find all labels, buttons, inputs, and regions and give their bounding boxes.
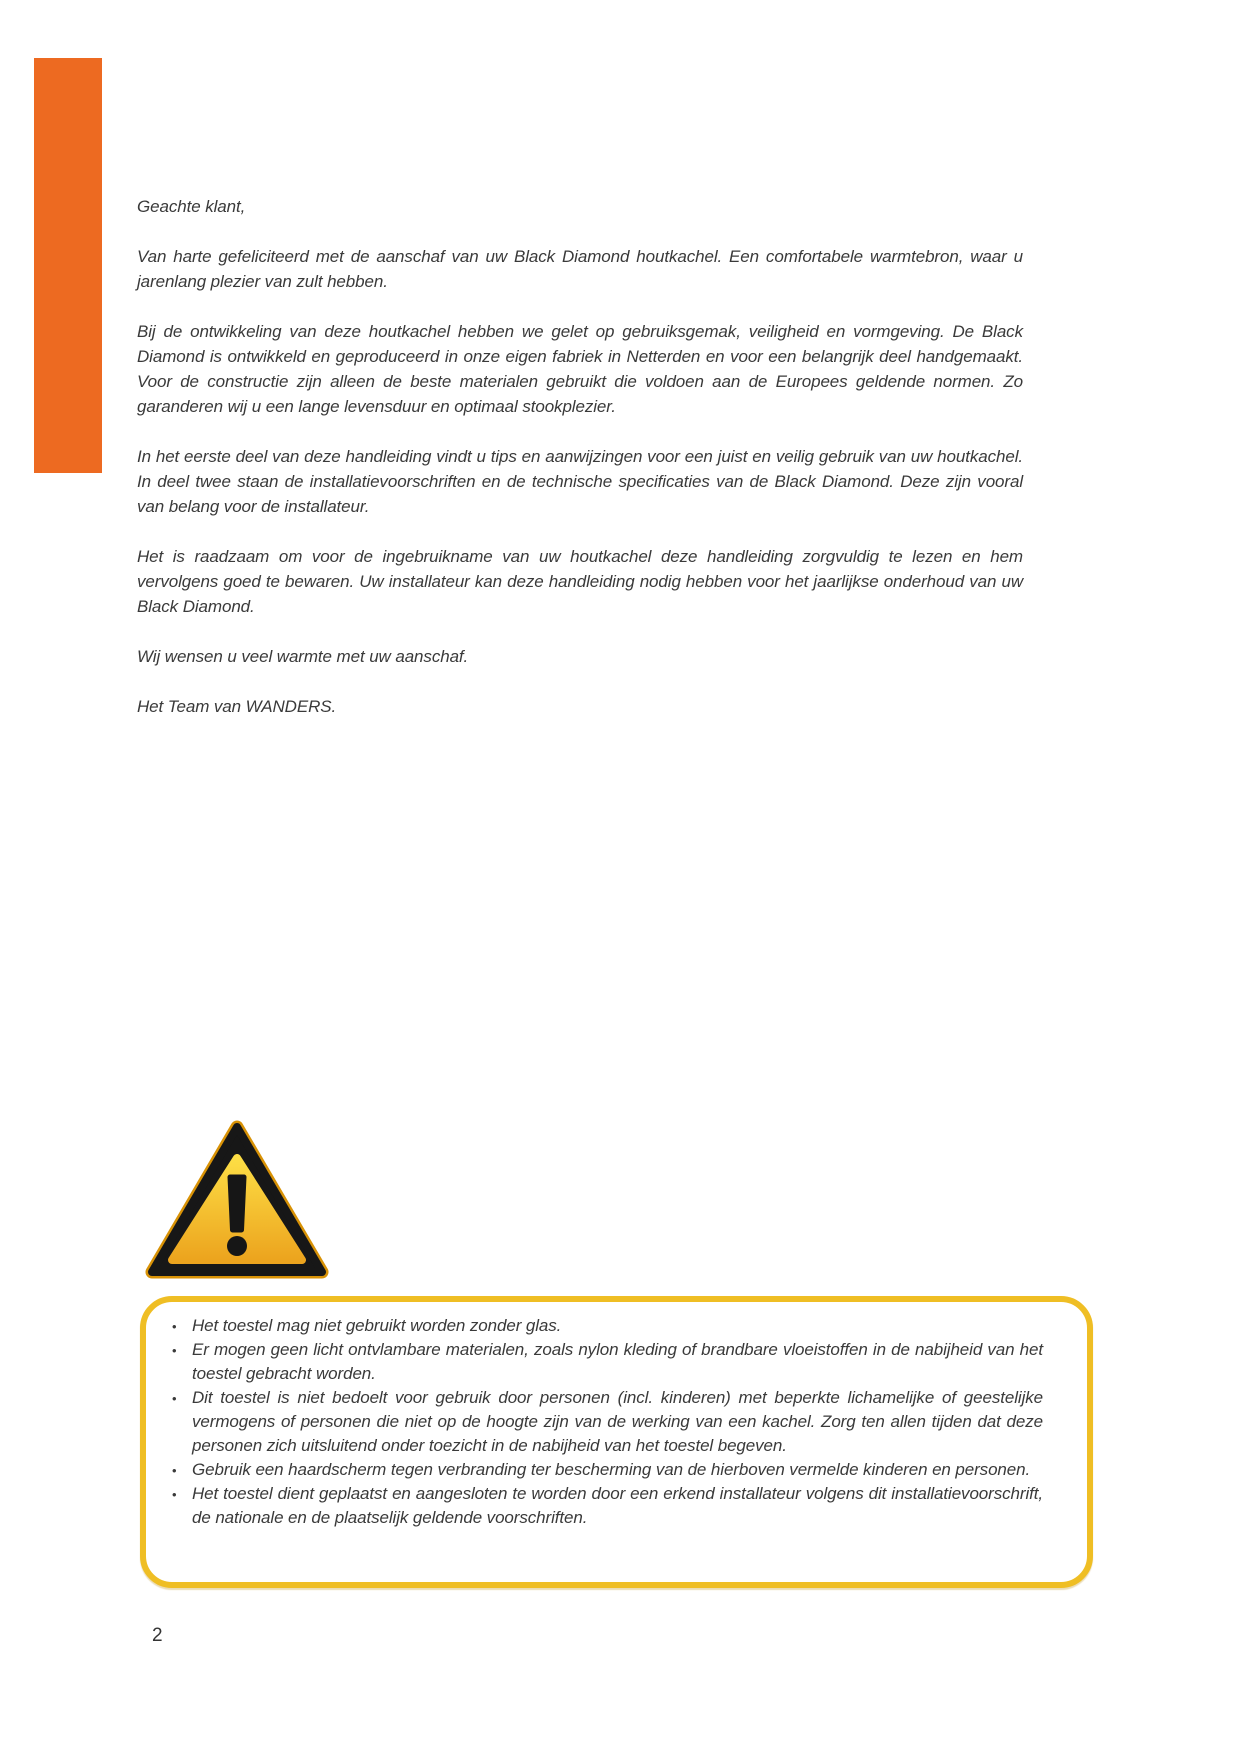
bullet-marker: •: [172, 1391, 177, 1406]
bullet-marker: •: [172, 1463, 177, 1478]
bullet-marker: •: [172, 1487, 177, 1502]
warning-list-item: [172, 1386, 1043, 1458]
warning-list-item: [172, 1338, 1043, 1386]
page-number: 2: [152, 1625, 163, 1646]
warning-box: [140, 1296, 1093, 1588]
paragraph-5: Wij wensen u veel warmte met uw aanschaf.: [137, 647, 469, 666]
warning-item-text: Dit toestel is niet bedoelt voor gebruik door personen (incl. kinderen) met beperkte lichamelijke of geestelijke vermogens of personen die niet op de hoogte zijn van de werking van een kachel. Zorg ten allen tijden dat deze personen zich uitsluitend onder toezicht in de nabijheid van het toestel begeven.: [192, 1388, 1043, 1455]
bullet-marker: •: [172, 1319, 177, 1334]
warning-list: [146, 1302, 1087, 1530]
warning-item-text: Er mogen geen licht ontvlambare materialen, zoals nylon kleding of brandbare vloeistoffen in de nabijheid van het toestel gebracht worden.: [192, 1340, 1043, 1383]
warning-item-text: Gebruik een haardscherm tegen verbranding ter bescherming van de hierboven vermelde kinderen en personen.: [192, 1460, 1031, 1479]
warning-triangle-icon: [137, 1113, 337, 1285]
paragraph-2: Bij de ontwikkeling van deze houtkachel hebben we gelet op gebruiksgemak, veiligheid en vormgeving. De Black Diamond is ontwikkeld en geproduceerd in onze eigen fabriek in Netterden en voor een belangrijk deel handgemaakt. Voor de constructie zijn alleen de beste materialen gebruikt die voldoen aan de Europees geldende normen. Zo garanderen wij u een lange levensduur en optimaal stookplezier.: [137, 322, 1023, 416]
warning-list-item: [172, 1458, 1043, 1482]
warning-list-item: [172, 1314, 1043, 1338]
signoff: Het Team van WANDERS.: [137, 697, 337, 716]
paragraph-3: In het eerste deel van deze handleiding vindt u tips en aanwijzingen voor een juist en veilig gebruik van uw houtkachel. In deel twee staan de installatievoorschriften en de technische specificaties van de Black Diamond. Deze zijn vooral van belang voor de installateur.: [137, 447, 1023, 516]
orange-accent-bar: [34, 58, 102, 473]
warning-item-text: Het toestel mag niet gebruikt worden zonder glas.: [192, 1316, 562, 1335]
paragraph-1: Van harte gefeliciteerd met de aanschaf van uw Black Diamond houtkachel. Een comfortabele warmtebron, waar u jarenlang plezier van zult hebben.: [137, 247, 1023, 291]
warning-list-item: [172, 1482, 1043, 1530]
greeting: Geachte klant,: [137, 197, 246, 216]
paragraph-4: Het is raadzaam om voor de ingebruikname van uw houtkachel deze handleiding zorgvuldig te lezen en hem vervolgens goed te bewaren. Uw installateur kan deze handleiding nodig hebben voor het jaarlijkse onderhoud van uw Black Diamond.: [137, 547, 1023, 616]
bullet-marker: •: [172, 1343, 177, 1358]
letter-body: [137, 194, 1023, 744]
warning-item-text: Het toestel dient geplaatst en aangesloten te worden door een erkend installateur volgens dit installatievoorschrift, de nationale en de plaatselijk geldende voorschriften.: [192, 1484, 1043, 1527]
